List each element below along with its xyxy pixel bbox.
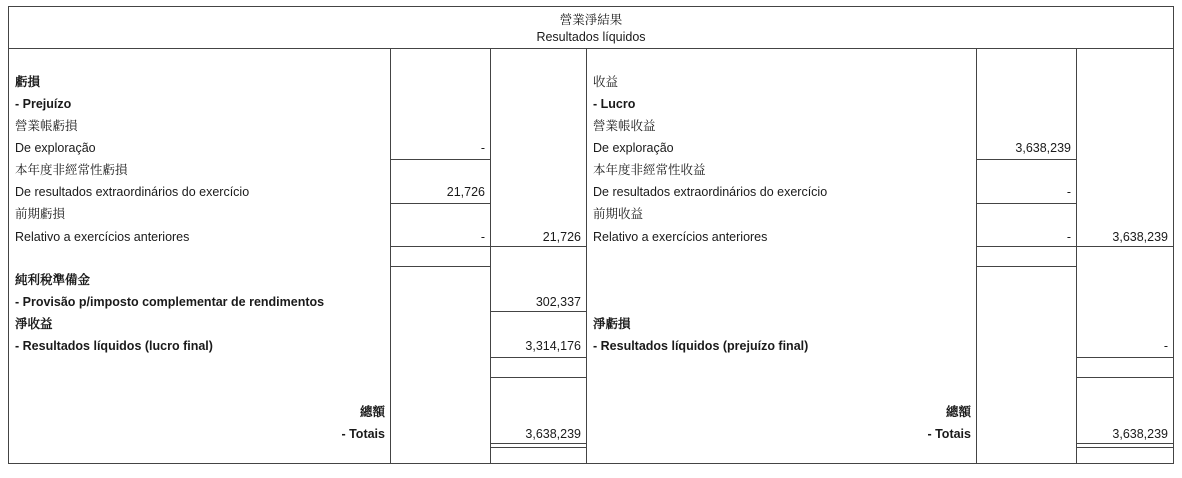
left-total-rule bbox=[490, 246, 586, 247]
gain-heading-zh: 收益 bbox=[593, 75, 619, 89]
right-rule bbox=[976, 246, 1076, 247]
net-profit-zh: 淨收益 bbox=[15, 317, 53, 331]
left-total-rule bbox=[490, 443, 586, 444]
right-rule bbox=[976, 266, 1076, 267]
extraordinary-loss-pt: De resultados extraordinários do exercício bbox=[15, 185, 250, 199]
loss-heading-pt: - Prejuízo bbox=[15, 97, 72, 111]
extraordinary-gain-pt: De resultados extraordinários do exercício bbox=[593, 185, 828, 199]
left-total-rule bbox=[490, 447, 586, 448]
left-total-value: 3,638,239 bbox=[525, 427, 581, 441]
prior-loss-pt: Relativo a exercícios anteriores bbox=[15, 230, 190, 244]
right-total-rule bbox=[1076, 447, 1173, 448]
left-total-rule bbox=[490, 311, 586, 312]
right-rule bbox=[976, 203, 1076, 204]
left-total-zh: 總額 bbox=[359, 405, 385, 419]
prior-gain-value: - bbox=[1066, 230, 1071, 244]
loss-heading-zh: 虧損 bbox=[15, 75, 41, 89]
left-col-rule-2 bbox=[490, 48, 491, 463]
prior-loss-value: - bbox=[480, 230, 485, 244]
header-divider bbox=[9, 48, 1173, 49]
tax-reserve-zh: 純利稅準備金 bbox=[15, 273, 91, 287]
right-total-rule bbox=[1076, 357, 1173, 358]
right-total-value: 3,638,239 bbox=[1112, 427, 1168, 441]
operating-gain-pt: De exploração bbox=[593, 141, 674, 155]
extraordinary-loss-value: 21,726 bbox=[446, 185, 485, 199]
right-total-pt: - Totais bbox=[927, 427, 971, 441]
right-col-rule-1 bbox=[976, 48, 977, 463]
net-loss-zh: 淨虧損 bbox=[593, 317, 631, 331]
tax-reserve-pt: - Provisão p/imposto complementar de rendimentos bbox=[15, 295, 325, 309]
left-col-rule-1 bbox=[390, 48, 391, 463]
left-rule bbox=[390, 246, 490, 247]
gain-subtotal-value: 3,638,239 bbox=[1112, 230, 1168, 244]
net-loss-pt: - Resultados líquidos (prejuízo final) bbox=[593, 339, 809, 353]
operating-gain-zh: 營業帳收益 bbox=[593, 119, 656, 133]
right-total-rule bbox=[1076, 246, 1173, 247]
gain-heading-pt: - Lucro bbox=[593, 97, 636, 111]
extraordinary-gain-value: - bbox=[1066, 185, 1071, 199]
operating-loss-pt: De exploração bbox=[15, 141, 96, 155]
title-portuguese: Resultados líquidos bbox=[536, 30, 646, 44]
operating-gain-value: 3,638,239 bbox=[1015, 141, 1071, 155]
left-rule bbox=[390, 203, 490, 204]
loss-subtotal-value: 21,726 bbox=[542, 230, 581, 244]
left-rule bbox=[390, 159, 490, 160]
center-rule bbox=[586, 48, 587, 463]
right-total-zh: 總額 bbox=[945, 405, 971, 419]
right-total-rule bbox=[1076, 443, 1173, 444]
right-col-rule-2 bbox=[1076, 48, 1077, 463]
net-profit-value: 3,314,176 bbox=[525, 339, 581, 353]
right-total-rule bbox=[1076, 377, 1173, 378]
right-rule bbox=[976, 159, 1076, 160]
net-profit-pt: - Resultados líquidos (lucro final) bbox=[15, 339, 213, 353]
operating-loss-value: - bbox=[480, 141, 485, 155]
left-total-rule bbox=[490, 377, 586, 378]
title-chinese: 營業淨結果 bbox=[559, 13, 623, 27]
operating-loss-zh: 營業帳虧損 bbox=[15, 119, 78, 133]
prior-gain-pt: Relativo a exercícios anteriores bbox=[593, 230, 768, 244]
extraordinary-loss-zh: 本年度非經常性虧損 bbox=[15, 163, 128, 177]
prior-gain-zh: 前期收益 bbox=[593, 207, 644, 221]
tax-reserve-value: 302,337 bbox=[535, 295, 581, 309]
left-rule bbox=[390, 266, 490, 267]
prior-loss-zh: 前期虧損 bbox=[15, 207, 66, 221]
left-total-rule bbox=[490, 357, 586, 358]
statement-frame bbox=[8, 6, 1174, 464]
extraordinary-gain-zh: 本年度非經常性收益 bbox=[593, 163, 706, 177]
left-total-pt: - Totais bbox=[341, 427, 385, 441]
net-loss-value: - bbox=[1163, 339, 1168, 353]
